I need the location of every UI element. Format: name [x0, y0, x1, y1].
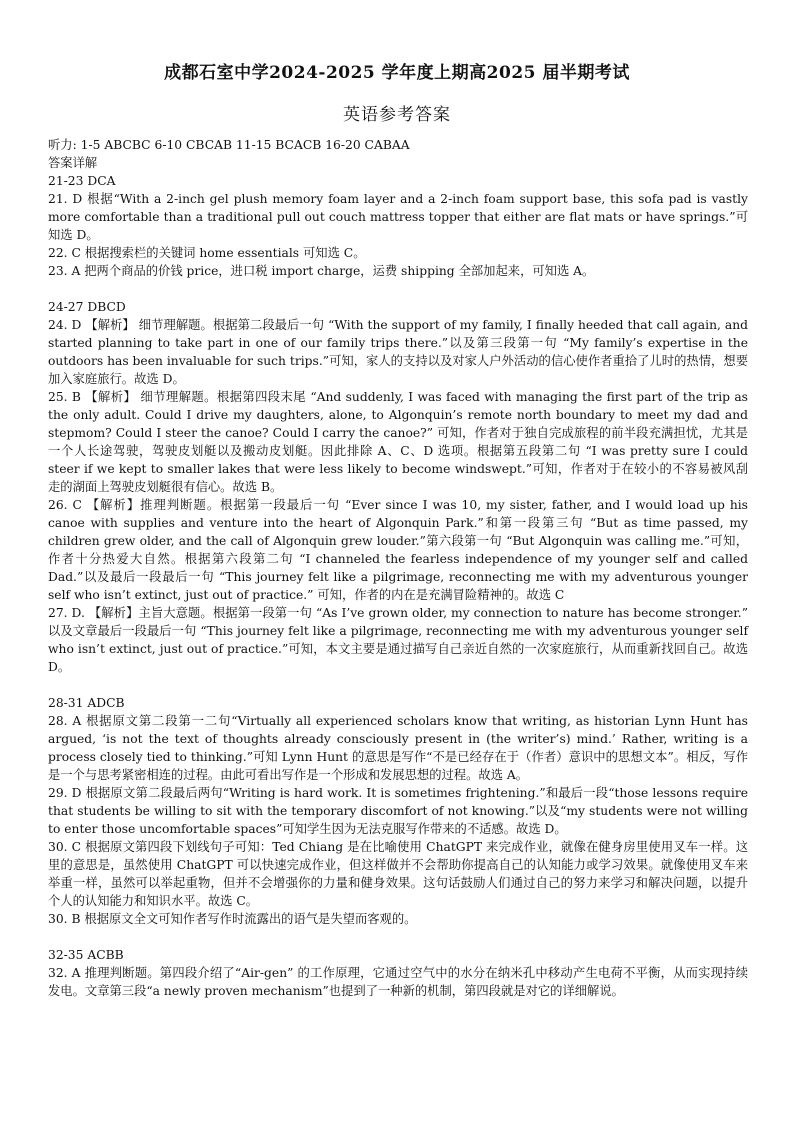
section-24-27: [48, 298, 748, 676]
answer-item: 28. A 根据原文第二段第一二句“Virtually all experienced scholars know that writing, as historian Lynn Hunt has argued, ‘is not the text of thoughts already consciously present in (the writer’s) mind.’ Rather, writing is a process closely tied to thinking.”可知 Lynn Hunt 的意思是写作“不是已经存在于（作者）意识中的思想文本”。相反，写作是一个与思考紧密相连的过程。由此可看出写作是一个形成和发展思想的过程。故选 A。: [48, 714, 748, 782]
section-header: 32-35 ACBB: [48, 948, 124, 962]
answer-item: 27. D. 【解析】主旨大意题。根据第一段第一句 “As I’ve grown older, my connection to nature has become stronger.” 以及文章最后一段最后一句 “This journey felt like a pilgrimage, reconnecting me with my adventurous younger self who isn’t extinct, just out of practice.”可知，本文主要是通过描写自己亲近自然的一次家庭旅行，从而重新找回自己。故选 D。: [48, 606, 748, 674]
page-title: 成都石室中学2024-2025 学年度上期高2025 届半期考试: [164, 63, 630, 83]
answer-item: 25. B 【解析】 细节理解题。根据第四段末尾 “And suddenly, I was faced with managing the first part of the trip as the only adult. Could I drive my daughters, alone, to Algonquin’s remote north boundary to meet my dad and stepmom? Could I steer the canoe? Could I carry the canoe?” 可知，作者对于独自完成旅程的前半段充满担忧，尤其是一个人长途驾驶，驾驶皮划艇以及搬动皮划艇。因此排除 A、C、D 选项。根据第五段第二句 “I was pretty sure I could steer if we kept to smaller lakes that were less likely to become windswept.”可知，作者对于在较小的不容易被风刮走的湖面上驾驶皮划艇很有信心。故选 B。: [48, 390, 748, 494]
document-body: [48, 136, 748, 1000]
section-21-23: [48, 172, 748, 280]
answer-item: 24. D 【解析】 细节理解题。根据第二段最后一句 “With the support of my family, I finally heeded that call again, and started planning to take part in one of our family trips there.”以及第三段第一句 “My family’s expertise in the outdoors has been invaluable for such trips.”可知，家人的支持以及对家人户外活动的信心使作者重拾了儿时的热情，想要加入家庭旅行。故选 D。: [48, 318, 748, 386]
details-heading: 答案详解: [48, 156, 98, 170]
section-spacer: [48, 928, 748, 946]
section-32-35: [48, 946, 748, 1000]
page-subtitle: 英语参考答案: [343, 105, 451, 125]
answer-item: 21. D 根据“With a 2-inch gel plush memory foam layer and a 2-inch foam support base, this sofa pad is vastly more comfortable than a traditional pull out couch mattress topper that either are flat mats or have springs.”可知选 D。: [48, 192, 748, 242]
answer-item: 23. A 把两个商品的价钱 price，进口税 import charge，运费 shipping 全部加起来，可知选 A。: [48, 264, 595, 278]
section-spacer: [48, 676, 748, 694]
listening-answers: 听力: 1-5 ABCBC 6-10 CBCAB 11-15 BCACB 16-20 CABAA: [48, 138, 410, 152]
section-header: 24-27 DBCD: [48, 300, 126, 314]
answer-item: 29. D 根据原文第二段最后两句“Writing is hard work. It is sometimes frightening.”和最后一段“those lessons require that students be willing to sit with the temporary discomfort of not knowing.”以及“my students were not willing to enter those uncomfortable spaces”可知学生因为无法克服写作带来的不适感。故选 D。: [48, 786, 748, 836]
answer-item: 22. C 根据搜索栏的关键词 home essentials 可知选 C。: [48, 246, 366, 260]
answer-item: 30. C 根据原文第四段下划线句子可知：Ted Chiang 是在比喻使用 ChatGPT 来完成作业，就像在健身房里使用叉车一样。这里的意思是，虽然使用 ChatGPT 可以快速完成作业，但这样做并不会帮助你提高自己的认知能力或学习效果。就像使用叉车来举重一样，虽然可以举起重物，但并不会增强你的力量和健身效果。这句话鼓励人们通过自己的努力来学习和解决问题，以提升个人的认知能力和知识水平。故选 C。: [48, 840, 748, 908]
section-28-31: [48, 694, 748, 928]
answer-item: 32. A 推理判断题。第四段介绍了“Air-gen” 的工作原理，它通过空气中的水分在纳米孔中移动产生电荷不平衡，从而实现持续发电。文章第三段“a newly proven mechanism”也提到了一种新的机制，第四段就是对它的详细解说。: [48, 966, 748, 998]
section-header: 21-23 DCA: [48, 174, 116, 188]
answer-item: 30. B 根据原文全文可知作者写作时流露出的语气是失望而客观的。: [48, 912, 417, 926]
answer-item: 26. C 【解析】推理判断题。根据第一段最后一句 “Ever since I was 10, my sister, father, and I would load up his canoe with supplies and venture into the heart of Algonquin Park.”和第一段第三句 “But as time passed, my children grew older, and the call of Algonquin grew louder.”第六段第一句 “But Algonquin was calling me.”可知，作者十分热爱大自然。根据第六段第二句 “I channeled the fearless independence of my younger self and called Dad.”以及最后一段最后一句 “This journey felt like a pilgrimage, reconnecting me with my adventurous younger self who isn’t extinct, just out of practice.” 可知，作者的内在是充满冒险精神的。故选 C: [48, 498, 748, 602]
section-header: 28-31 ADCB: [48, 696, 125, 710]
section-spacer: [48, 280, 748, 298]
